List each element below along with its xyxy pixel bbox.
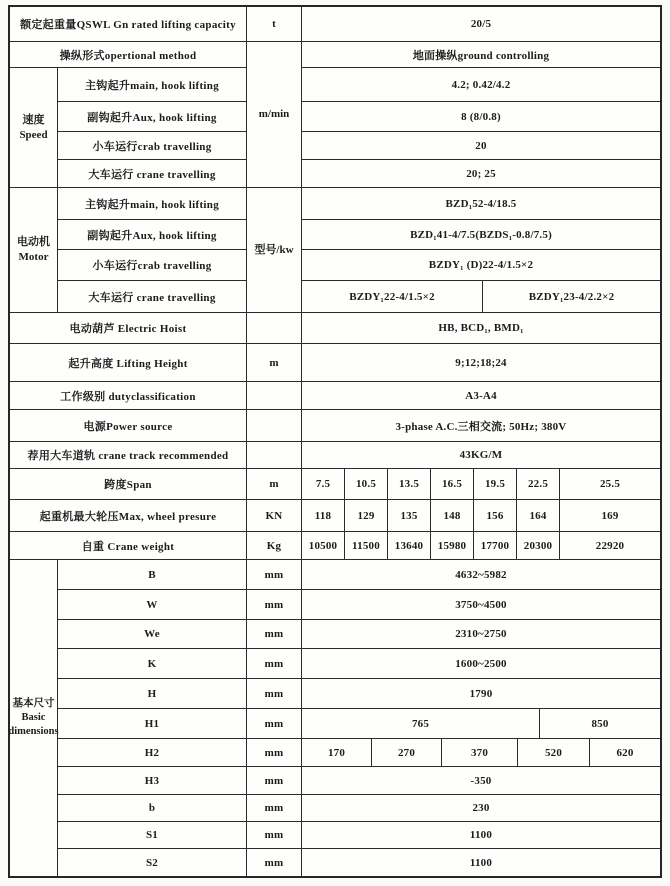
label-electric-hoist: 电动葫芦 Electric Hoist bbox=[10, 313, 247, 344]
value-span-1: 7.5 bbox=[302, 469, 345, 500]
unit-power-source bbox=[247, 410, 302, 442]
unit-dim-H2: mm bbox=[247, 739, 302, 767]
value-dim-H1-right: 850 bbox=[540, 709, 660, 739]
label-dim-b: b bbox=[58, 795, 247, 822]
value-lifting-height: 9;12;18;24 bbox=[302, 344, 660, 382]
value-wheel-5: 156 bbox=[474, 500, 517, 532]
value-dim-B: 4632~5982 bbox=[302, 560, 660, 590]
label-speed-main-hook: 主钩起升main, hook lifting bbox=[58, 68, 247, 102]
value-dim-K: 1600~2500 bbox=[302, 649, 660, 679]
value-speed-crane: 20; 25 bbox=[302, 160, 660, 188]
value-motor-aux-hook: BZD₁41-4/7.5(BZDS₁-0.8/7.5) bbox=[302, 220, 660, 250]
row-crane-track bbox=[10, 442, 660, 469]
row-dim-B bbox=[10, 560, 660, 590]
value-speed-main-hook: 4.2; 0.42/4.2 bbox=[302, 68, 660, 102]
value-span-4: 16.5 bbox=[431, 469, 474, 500]
value-weight-3: 13640 bbox=[388, 532, 431, 560]
value-dim-We: 2310~2750 bbox=[302, 620, 660, 649]
value-weight-6: 20300 bbox=[517, 532, 560, 560]
group-cell-speed bbox=[10, 68, 58, 188]
unit-cell-speed: m/min bbox=[247, 42, 302, 188]
value-dim-S1: 1100 bbox=[302, 822, 660, 849]
value-motor-crane-right: BZDY₁23-4/2.2×2 bbox=[483, 281, 660, 313]
row-dim-We bbox=[10, 620, 660, 649]
value-dim-H2-1: 170 bbox=[302, 739, 372, 767]
value-dim-b: 230 bbox=[302, 795, 660, 822]
unit-rated-capacity: t bbox=[247, 7, 302, 42]
unit-dim-S2: mm bbox=[247, 849, 302, 876]
value-rated-capacity: 20/5 bbox=[302, 7, 660, 42]
label-dim-H: H bbox=[58, 679, 247, 709]
row-dim-b bbox=[10, 795, 660, 822]
row-dim-H3 bbox=[10, 767, 660, 795]
value-dim-H2-3: 370 bbox=[442, 739, 518, 767]
row-speed-crab bbox=[10, 132, 660, 160]
label-dim-H1: H1 bbox=[58, 709, 247, 739]
row-operation-method bbox=[10, 42, 660, 68]
unit-crane-weight: Kg bbox=[247, 532, 302, 560]
value-span-6: 22.5 bbox=[517, 469, 560, 500]
unit-cell-motor: 型号/kw bbox=[247, 188, 302, 313]
value-dim-H2-4: 520 bbox=[518, 739, 590, 767]
row-motor-crab bbox=[10, 250, 660, 281]
value-wheel-2: 129 bbox=[345, 500, 388, 532]
crane-spec-table bbox=[8, 5, 662, 878]
row-dim-S1 bbox=[10, 822, 660, 849]
row-wheel-pressure bbox=[10, 500, 660, 532]
value-duty-classification: A3-A4 bbox=[302, 382, 660, 410]
row-power-source bbox=[10, 410, 660, 442]
value-span-2: 10.5 bbox=[345, 469, 388, 500]
unit-dim-W: mm bbox=[247, 590, 302, 620]
row-motor-main-hook bbox=[10, 188, 660, 220]
value-motor-crane-left: BZDY₁22-4/1.5×2 bbox=[302, 281, 483, 313]
row-dim-H1 bbox=[10, 709, 660, 739]
label-lifting-height: 起升高度 Lifting Height bbox=[10, 344, 247, 382]
label-motor-aux-hook: 副钩起升Aux, hook lifting bbox=[58, 220, 247, 250]
value-wheel-4: 148 bbox=[431, 500, 474, 532]
value-electric-hoist: HB, BCD₁, BMD₁ bbox=[302, 313, 660, 344]
value-weight-2: 11500 bbox=[345, 532, 388, 560]
label-power-source: 电源Power source bbox=[10, 410, 247, 442]
label-motor-crab: 小车运行crab travelling bbox=[58, 250, 247, 281]
group-speed-en: Speed bbox=[19, 128, 48, 141]
unit-dim-K: mm bbox=[247, 649, 302, 679]
label-rated-capacity: 额定起重量QSWL Gn rated lifting capacity bbox=[10, 7, 247, 42]
value-crane-track: 43KG/M bbox=[302, 442, 660, 469]
row-crane-weight bbox=[10, 532, 660, 560]
label-dim-S1: S1 bbox=[58, 822, 247, 849]
value-speed-aux-hook: 8 (8/0.8) bbox=[302, 102, 660, 132]
row-speed-main-hook bbox=[10, 68, 660, 102]
label-span: 跨度Span bbox=[10, 469, 247, 500]
group-motor-en: Motor bbox=[18, 251, 49, 263]
row-dim-H bbox=[10, 679, 660, 709]
value-dim-H1-left: 765 bbox=[302, 709, 540, 739]
value-span-7: 25.5 bbox=[560, 469, 660, 500]
label-wheel-pressure: 起重机最大轮压Max, wheel presure bbox=[10, 500, 247, 532]
group-dims-cn: 基本尺寸 bbox=[12, 697, 55, 709]
label-dim-H2: H2 bbox=[58, 739, 247, 767]
label-speed-aux-hook: 副钩起升Aux, hook lifting bbox=[58, 102, 247, 132]
unit-dim-H3: mm bbox=[247, 767, 302, 795]
value-speed-crab: 20 bbox=[302, 132, 660, 160]
row-duty-classification bbox=[10, 382, 660, 410]
unit-duty-classification bbox=[247, 382, 302, 410]
value-weight-5: 17700 bbox=[474, 532, 517, 560]
label-crane-weight: 自重 Crane weight bbox=[10, 532, 247, 560]
label-crane-track: 荐用大车道轨 crane track recommended bbox=[10, 442, 247, 469]
unit-wheel-pressure: KN bbox=[247, 500, 302, 532]
group-cell-basic-dimensions bbox=[10, 560, 58, 876]
group-cell-motor bbox=[10, 188, 58, 313]
label-motor-main-hook: 主钩起升main, hook lifting bbox=[58, 188, 247, 220]
value-motor-main-hook: BZD₁52-4/18.5 bbox=[302, 188, 660, 220]
unit-lifting-height: m bbox=[247, 344, 302, 382]
value-weight-1: 10500 bbox=[302, 532, 345, 560]
row-dim-S2 bbox=[10, 849, 660, 876]
unit-dim-H1: mm bbox=[247, 709, 302, 739]
label-dim-K: K bbox=[58, 649, 247, 679]
unit-dim-B: mm bbox=[247, 560, 302, 590]
value-dim-S2: 1100 bbox=[469, 856, 493, 869]
label-operation-method: 操纵形式opertional method bbox=[10, 42, 247, 68]
label-motor-crane: 大车运行 crane travelling bbox=[58, 281, 247, 313]
row-dim-K bbox=[10, 649, 660, 679]
value-dim-H2-5: 620 bbox=[590, 739, 660, 767]
label-speed-crab: 小车运行crab travelling bbox=[58, 132, 247, 160]
unit-dim-H: mm bbox=[247, 679, 302, 709]
value-wheel-7: 169 bbox=[560, 500, 660, 532]
row-speed-aux-hook bbox=[10, 102, 660, 132]
label-speed-crane: 大车运行 crane travelling bbox=[58, 160, 247, 188]
value-span-5: 19.5 bbox=[474, 469, 517, 500]
row-electric-hoist bbox=[10, 313, 660, 344]
value-weight-7: 22920 bbox=[560, 532, 660, 560]
value-motor-crab: BZDY₁ (D)22-4/1.5×2 bbox=[302, 250, 660, 281]
unit-span: m bbox=[247, 469, 302, 500]
unit-dim-S1: mm bbox=[247, 822, 302, 849]
row-speed-crane bbox=[10, 160, 660, 188]
value-operation-method: 地面操纵ground controlling bbox=[302, 42, 660, 68]
unit-crane-track bbox=[247, 442, 302, 469]
unit-electric-hoist bbox=[247, 313, 302, 344]
label-dim-S2: S2 bbox=[58, 849, 247, 876]
value-dim-H: 1790 bbox=[302, 679, 660, 709]
label-duty-classification: 工作级别 dutyclassification bbox=[10, 382, 247, 410]
group-dims-en2: dimensions bbox=[8, 726, 59, 738]
value-power-source: 3-phase A.C.三相交流; 50Hz; 380V bbox=[302, 410, 660, 442]
row-span bbox=[10, 469, 660, 500]
value-span-3: 13.5 bbox=[388, 469, 431, 500]
value-dim-H3: -350 bbox=[302, 767, 660, 795]
value-weight-4: 15980 bbox=[431, 532, 474, 560]
row-motor-aux-hook bbox=[10, 220, 660, 250]
group-motor-cn: 电动机 bbox=[17, 236, 50, 249]
label-dim-B: B bbox=[58, 560, 247, 590]
value-wheel-6: 164 bbox=[517, 500, 560, 532]
group-dims-en1: Basic bbox=[21, 711, 46, 723]
value-dim-W: 3750~4500 bbox=[302, 590, 660, 620]
row-dim-H2 bbox=[10, 739, 660, 767]
unit-dim-We: mm bbox=[247, 620, 302, 649]
label-dim-H3: H3 bbox=[58, 767, 247, 795]
label-dim-We: We bbox=[58, 620, 247, 649]
label-dim-W: W bbox=[58, 590, 247, 620]
unit-dim-b: mm bbox=[247, 795, 302, 822]
row-dim-W bbox=[10, 590, 660, 620]
row-motor-crane bbox=[10, 281, 660, 313]
group-speed-cn: 速度 bbox=[22, 113, 45, 126]
value-wheel-3: 135 bbox=[388, 500, 431, 532]
row-lifting-height bbox=[10, 344, 660, 382]
value-dim-H2-2: 270 bbox=[372, 739, 442, 767]
row-rated-capacity bbox=[10, 7, 660, 42]
value-wheel-1: 118 bbox=[302, 500, 345, 532]
